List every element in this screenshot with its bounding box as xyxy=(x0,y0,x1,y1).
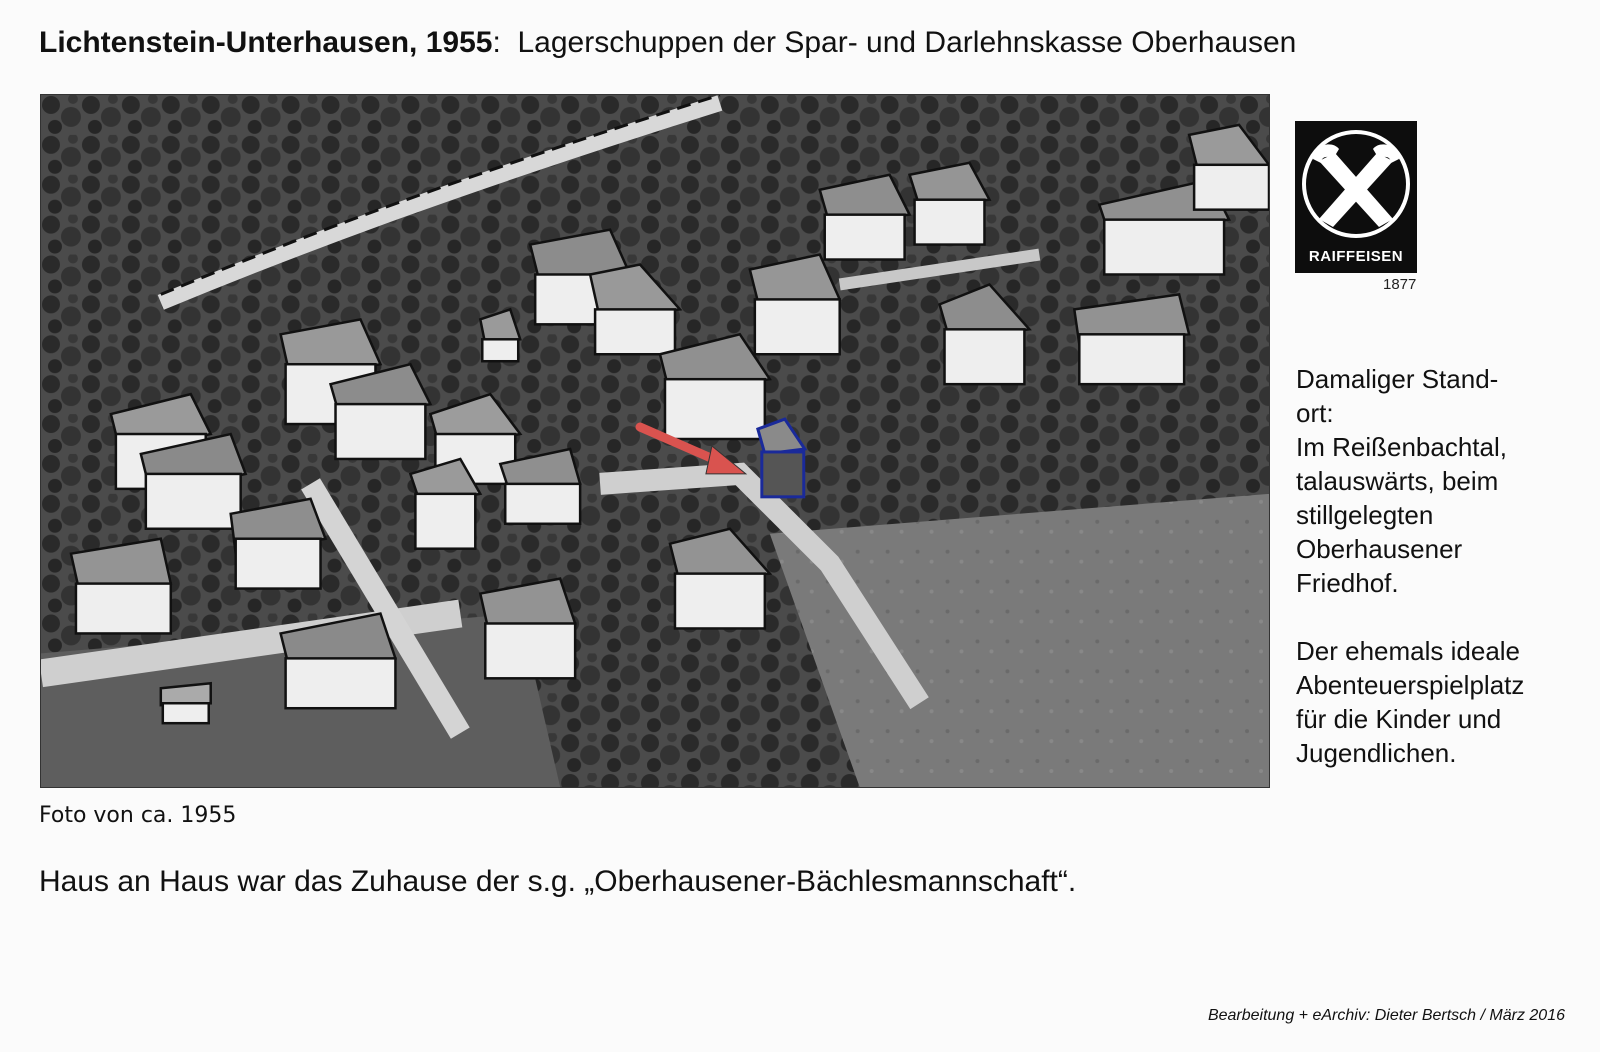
photo-caption: Foto von ca. 1955 xyxy=(39,803,237,828)
credit-line: Bearbeitung + eArchiv: Dieter Bertsch / März 2016 xyxy=(1207,1007,1565,1024)
house xyxy=(71,539,171,634)
house xyxy=(1074,294,1189,384)
house xyxy=(500,449,580,524)
logo-wordmark: RAIFFEISEN xyxy=(1308,248,1404,265)
subline-text: Haus an Haus war das Zuhause der s.g. „Oberhausener-Bächlesmannschaft“. xyxy=(39,865,1077,898)
title-subject: Lagerschuppen der Spar- und Darlehnskasse Oberhausen xyxy=(517,26,1297,59)
raiffeisen-logo xyxy=(1295,121,1417,273)
aerial-photo-village xyxy=(41,95,1269,787)
location-text: Damaliger Stand- ort: Im Reißenbachtal, talauswärts, beim stillgelegten Oberhausener Friedhof. xyxy=(1296,364,1507,598)
house xyxy=(750,255,840,355)
location-description xyxy=(1296,362,1596,770)
house xyxy=(231,499,326,589)
page-title xyxy=(39,26,1296,60)
house xyxy=(480,579,575,679)
aerial-photo xyxy=(40,94,1270,788)
title-separator: : xyxy=(492,26,501,59)
house xyxy=(161,683,211,723)
photo-meadow xyxy=(770,494,1269,787)
playground-note: Der ehemals ideale Abenteuerspielplatz für die Kinder und Jugendlichen. xyxy=(1296,636,1525,768)
house xyxy=(910,163,990,245)
raiffeisen-crossed-horse-heads-icon xyxy=(1295,123,1417,245)
house xyxy=(820,175,910,260)
logo-year: 1877 xyxy=(1383,276,1417,293)
title-place-year: Lichtenstein-Unterhausen, 1955 xyxy=(39,26,493,59)
